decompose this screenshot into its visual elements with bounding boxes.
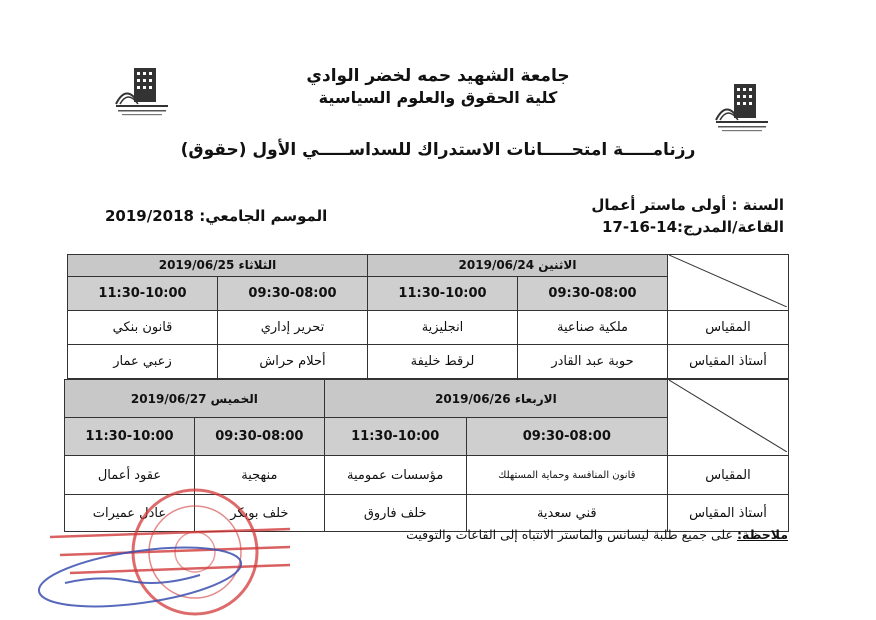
teacher-cell: لرقط خليفة <box>368 345 518 379</box>
teacher-cell: عادل عميرات <box>65 495 195 532</box>
row-label-subject: المقياس <box>668 456 789 495</box>
exam-schedule-table-1 <box>67 254 789 379</box>
time-slot: 11:30-10:00 <box>65 418 195 456</box>
teacher-cell: حوبة عبد القادر <box>518 345 668 379</box>
row-label-teacher: أستاذ المقياس <box>668 345 789 379</box>
subject-cell: ملكية صناعية <box>518 311 668 345</box>
corner-diagonal <box>669 255 787 307</box>
corner-cell <box>668 380 789 456</box>
teacher-cell: أحلام حراش <box>218 345 368 379</box>
day-header: الاثنين 2019/06/24 <box>368 255 668 277</box>
day-header: الاربعاء 2019/06/26 <box>324 380 667 418</box>
subject-cell: تحرير إداري <box>218 311 368 345</box>
row-label-teacher: أستاذ المقياس <box>668 495 789 532</box>
teacher-cell: زعبي عمار <box>68 345 218 379</box>
time-slot: 09:30-08:00 <box>518 276 668 310</box>
teacher-cell: خلف فاروق <box>324 495 466 532</box>
subject-cell: منهجية <box>194 456 324 495</box>
university-name: جامعة الشهيد حمه لخضر الوادي <box>306 66 570 86</box>
time-slot: 09:30-08:00 <box>466 418 667 456</box>
document-title: رزنامـــــة امتحـــــانات الاستدراك للسداســـــي الأول (حقوق) <box>180 140 696 160</box>
subject-cell: قانون بنكي <box>68 311 218 345</box>
corner-diagonal <box>669 380 787 452</box>
time-slot: 09:30-08:00 <box>218 276 368 310</box>
day-header: الثلاثاء 2019/06/25 <box>68 255 368 277</box>
subject-cell: انجليزية <box>368 311 518 345</box>
note-text: على جميع طلبة ليسانس والماستر الانتباه إلى القاعات والتوقيت <box>406 527 734 542</box>
row-label-subject: المقياس <box>668 311 789 345</box>
study-year: السنة : أولى ماستر أعمال <box>591 196 784 214</box>
subject-cell: قانون المنافسة وحماية المستهلك <box>466 456 667 495</box>
department-head-stamp <box>20 515 310 615</box>
note-label: ملاحظة: <box>737 527 788 542</box>
note <box>406 527 788 542</box>
subject-cell: مؤسسات عمومية <box>324 456 466 495</box>
teacher-cell: خلف بوبكر <box>194 495 324 532</box>
corner-cell <box>668 255 789 311</box>
academic-season: الموسم الجامعي: 2019/2018 <box>105 207 328 225</box>
time-slot: 11:30-10:00 <box>68 276 218 310</box>
subject-cell: عقود أعمال <box>65 456 195 495</box>
day-header: الخميس 2019/06/27 <box>65 380 325 418</box>
teacher-cell: قني سعدية <box>466 495 667 532</box>
time-slot: 09:30-08:00 <box>194 418 324 456</box>
exam-hall: القاعة/المدرج:14-16-17 <box>601 218 784 236</box>
faculty-name: كلية الحقوق والعلوم السياسية <box>318 88 558 107</box>
time-slot: 11:30-10:00 <box>368 276 518 310</box>
time-slot: 11:30-10:00 <box>324 418 466 456</box>
